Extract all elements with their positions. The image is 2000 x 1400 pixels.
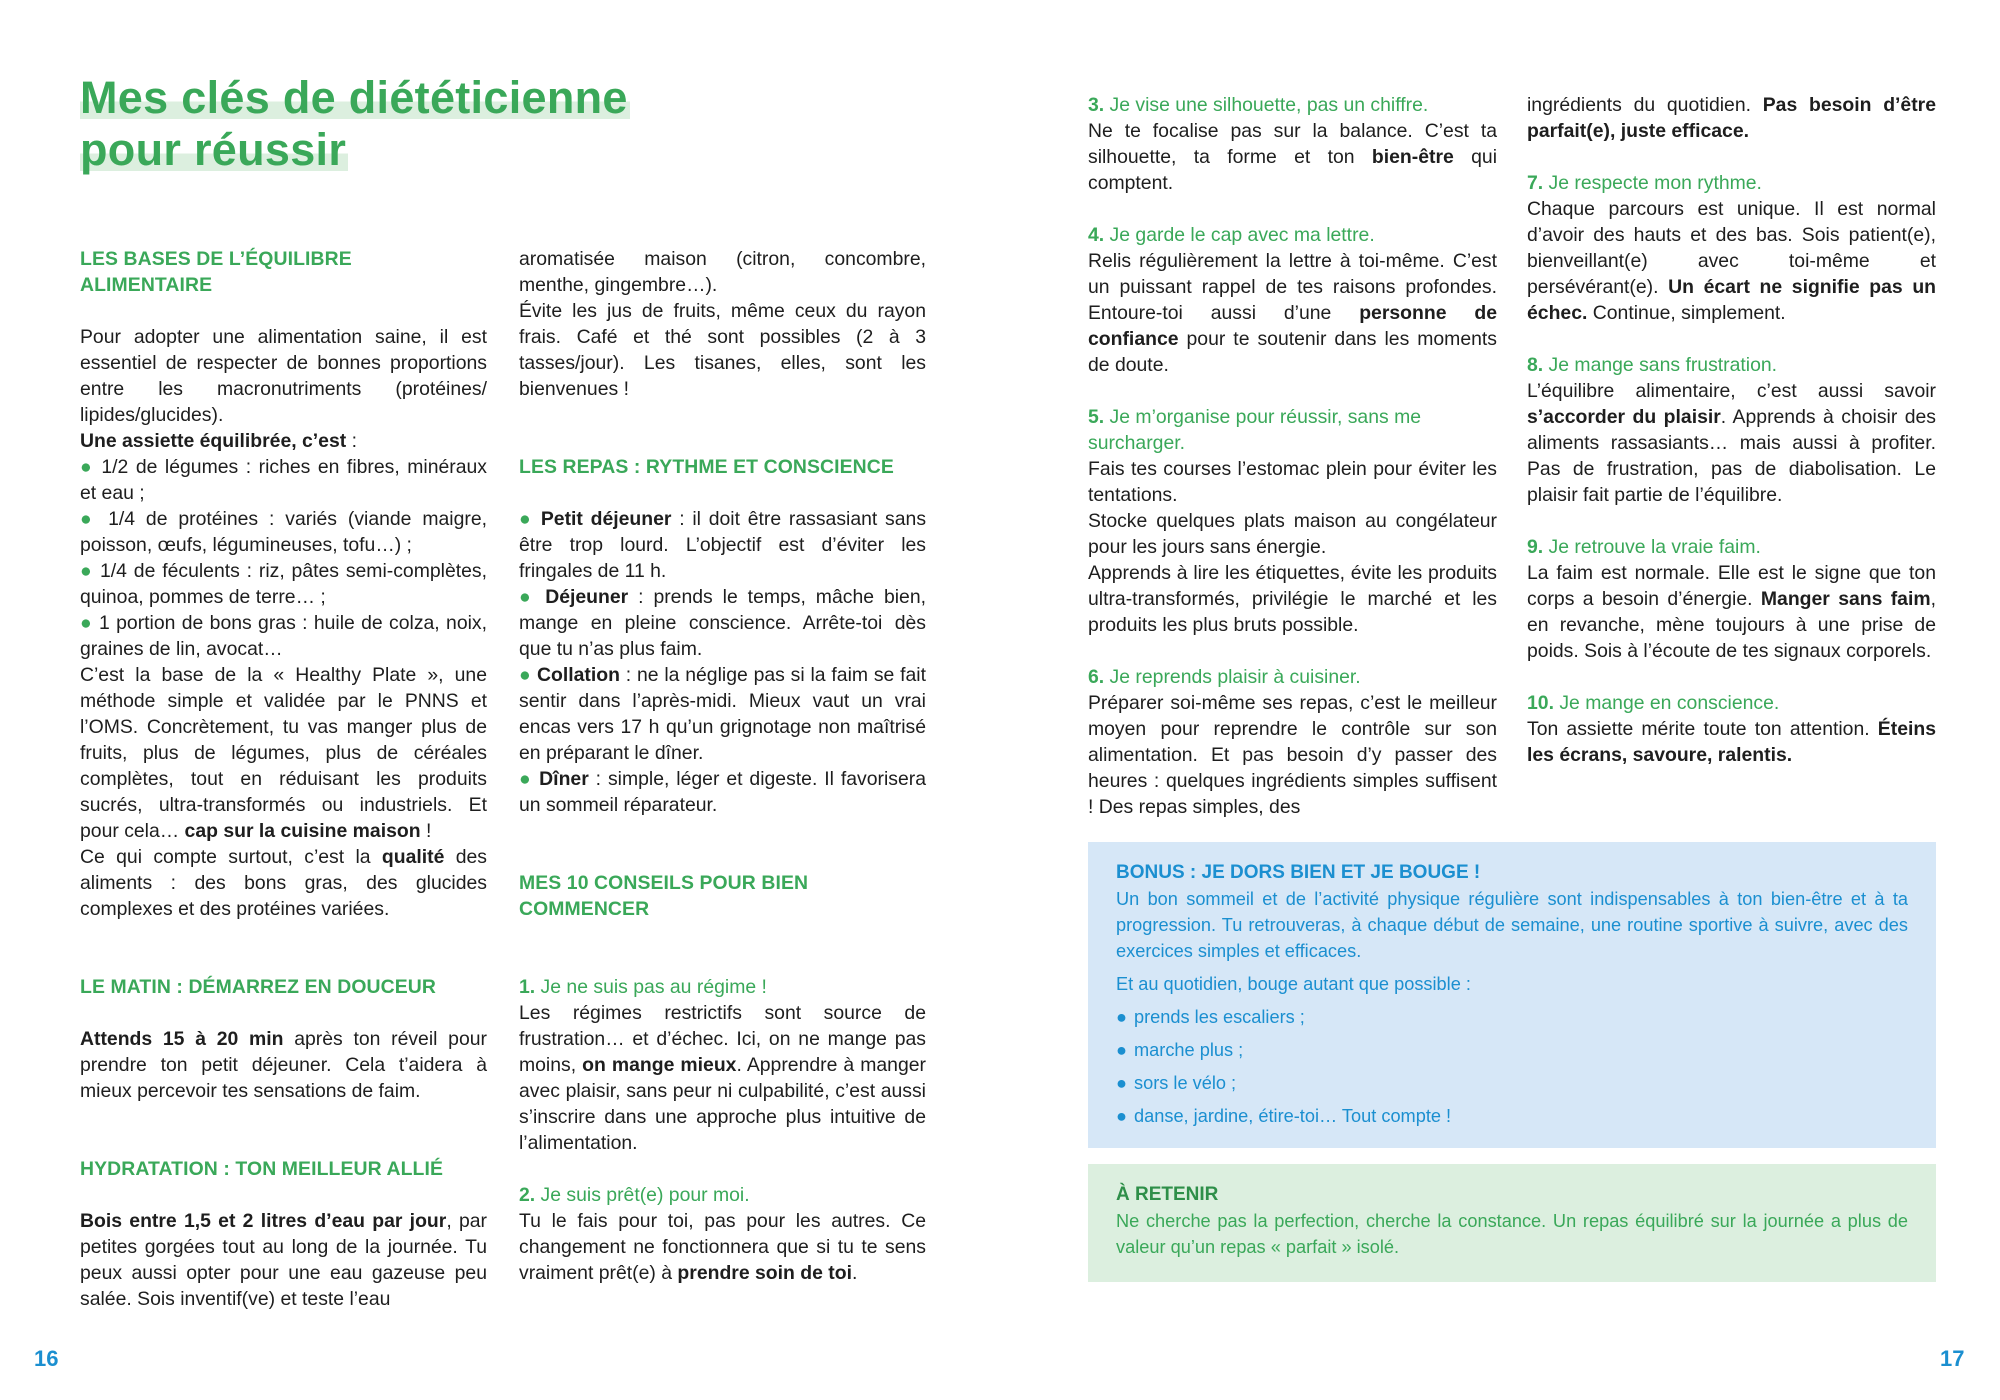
tip-title-2: 2. Je suis prêt(e) pour moi.: [519, 1184, 750, 1206]
tip-text-6: Préparer soi-même ses repas, c’est le meilleur moyen pour reprendre le contrôle sur son alimentation. Et pas besoin d’y passer des heures : quelques ingrédients simples suffisent ! Des repas simples, des: [1088, 692, 1497, 818]
tip-text-8: L’équilibre alimentaire, c’est aussi savoir s’accorder du plaisir. Apprends à choisir des aliments rassasiants… mais aussi à profiter. Pas de frustration, pas de diabolisation. Le plaisir fait partie de l’équilibre.: [1527, 380, 1936, 506]
list-item: ● prends les escaliers ;: [1116, 1007, 1305, 1027]
jus-paragraph: Évite les jus de fruits, même ceux du rayon frais. Café et thé sont possibles (2 à 3 tasses/jour). Les tisanes, elles, sont les bienvenues !: [519, 300, 926, 400]
bonus-list: [1116, 1004, 1908, 1129]
section-heading-matin: LE MATIN : DÉMARREZ EN DOUCEUR: [80, 976, 436, 998]
list-item: ● Dîner : simple, léger et digeste. Il favorisera un sommeil réparateur.: [519, 768, 926, 816]
tip-text-4: Relis régulièrement la lettre à toi-même. C’est un puissant rappel de tes raisons profondes. Entoure-toi aussi d’une personne de confiance pour te soutenir dans les moments de doute.: [1088, 250, 1497, 376]
retenir-text: Ne cherche pas la perfection, cherche la constance. Un repas équilibré sur la journée a plus de valeur qu’un repas « parfait » isolé.: [1116, 1211, 1908, 1257]
retenir-box: [1088, 1164, 1936, 1282]
list-item: ● 1/4 de féculents : riz, pâtes semi-complètes, quinoa, pommes de terre… ;: [80, 560, 487, 608]
tip-text-10: Ton assiette mérite toute ton attention. Éteins les écrans, savoure, ralentis.: [1527, 718, 1936, 766]
column-1: [80, 246, 487, 1312]
bonus-title: BONUS : JE DORS BIEN ET JE BOUGE !: [1116, 862, 1481, 883]
list-item: ● Petit déjeuner : il doit être rassasiant sans être trop lourd. L’objectif est d’éviter les fringales de 11 h.: [519, 508, 927, 582]
bonus-intro: Et au quotidien, bouge autant que possible :: [1116, 974, 1471, 994]
bonus-paragraph: Un bon sommeil et de l’activité physique régulière sont indispensables à ton bien-être et à ta progression. Tu retrouveras, à chaque début de semaine, une routine sportive à suivre, avec des exercices simples et efficaces.: [1116, 889, 1908, 961]
list-item: ● Déjeuner : prends le temps, mâche bien, mange en pleine conscience. Arrête-toi dès que tu n’as plus faim.: [519, 586, 926, 660]
tip-text-5b: Stocke quelques plats maison au congélateur pour les jours sans énergie.: [1088, 510, 1497, 558]
tip-text-6-continued: ingrédients du quotidien. Pas besoin d’être parfait(e), juste efficace.: [1527, 94, 1936, 142]
tip-text-1: Les régimes restrictifs sont source de frustration… et d’échec. Ici, on ne mange pas moins, on mange mieux. Apprendre à manger avec plaisir, sans peur ni culpabilité, c’est aussi s’inscrire dans une approche plus intuitive de l’alimentation.: [519, 1002, 926, 1154]
tip-title-7: 7. Je respecte mon rythme.: [1527, 172, 1762, 194]
tip-text-3: Ne te focalise pas sur la balance. C’est ta silhouette, ta forme et ton bien-être qui comptent.: [1088, 120, 1498, 194]
page-title: [80, 72, 630, 176]
tip-title-10: 10. Je mange en conscience.: [1527, 692, 1780, 714]
list-item: ● danse, jardine, étire-toi… Tout compte !: [1116, 1106, 1452, 1126]
tip-text-7: Chaque parcours est unique. Il est normal d’avoir des hauts et des bas. Sois patient(e), bienveillant(e) avec toi-même et persévérant(e). Un écart ne signifie pas un échec. Continue, simplement.: [1527, 198, 1937, 324]
list-item: ● sors le vélo ;: [1116, 1073, 1237, 1093]
healthy-plate-paragraph: C’est la base de la « Healthy Plate », une méthode simple et validée par le PNNS et l’OMS. Concrètement, tu vas manger plus de fruits, plus de légumes, plus de céréales complètes, tout en réduisant les produits sucrés, ultra-transformés ou industriels. Et pour cela… cap sur la cuisine maison !: [80, 664, 487, 842]
matin-paragraph: Attends 15 à 20 min après ton réveil pour prendre ton petit déjeuner. Cela t’aidera à mieux percevoir tes sensations de faim.: [80, 1028, 487, 1102]
tip-text-2: Tu le fais pour toi, pas pour les autres. Ce changement ne fonctionnera que si tu te sens vraiment prêt(e) à prendre soin de toi.: [519, 1210, 926, 1284]
page-number-right: 17: [1940, 1346, 1965, 1371]
list-item: ● 1 portion de bons gras : huile de colza, noix, graines de lin, avocat…: [80, 612, 487, 660]
tip-title-5: 5. Je m’organise pour réussir, sans me surcharger.: [1088, 406, 1422, 454]
qualite-paragraph: Ce qui compte surtout, c’est la qualité des aliments : des bons gras, des glucides complexes et des protéines variées.: [80, 846, 487, 920]
hydratation-paragraph: Bois entre 1,5 et 2 litres d’eau par jour, par petites gorgées tout au long de la journée. Tu peux aussi opter pour une eau gazeuse peu salée. Sois inventif(ve) et teste l’eau: [80, 1210, 487, 1310]
column-3: [1088, 92, 1497, 820]
tip-text-9: La faim est normale. Elle est le signe que ton corps a besoin d’énergie. Manger sans faim, en revanche, mène toujours à une prise de poids. Sois à l’écoute de tes signaux corporels.: [1527, 562, 1936, 662]
title-line-2: pour réussir: [80, 124, 347, 175]
tip-text-5c: Apprends à lire les étiquettes, évite les produits ultra-transformés, privilégie le marché et les produits les plus bruts possible.: [1088, 562, 1497, 636]
tip-title-4: 4. Je garde le cap avec ma lettre.: [1088, 224, 1375, 246]
tip-title-6: 6. Je reprends plaisir à cuisiner.: [1088, 666, 1361, 688]
list-item: ● 1/2 de légumes : riches en fibres, minéraux et eau ;: [80, 456, 487, 504]
section-heading-hydratation: HYDRATATION : TON MEILLEUR ALLIÉ: [80, 1158, 443, 1180]
list-item: ● marche plus ;: [1116, 1040, 1244, 1060]
list-item: ● 1/4 de protéines : variés (viande maigre, poisson, œufs, légumineuses, tofu…) ;: [80, 508, 487, 556]
tip-text-5a: Fais tes courses l’estomac plein pour éviter les tentations.: [1088, 458, 1497, 506]
bonus-box: [1088, 842, 1936, 1148]
tip-title-1: 1. Je ne suis pas au régime !: [519, 976, 767, 998]
tip-title-3: 3. Je vise une silhouette, pas un chiffre.: [1088, 94, 1429, 116]
assiette-intro: Une assiette équilibrée, c’est :: [80, 430, 357, 452]
title-line-1: Mes clés de diététicienne: [80, 72, 628, 123]
section-heading-repas: LES REPAS : RYTHME ET CONSCIENCE: [519, 456, 894, 478]
tip-title-9: 9. Je retrouve la vraie faim.: [1527, 536, 1761, 558]
section-heading-conseils: MES 10 CONSEILS POUR BIEN COMMENCER: [519, 872, 809, 920]
list-item: ● Collation : ne la néglige pas si la faim se fait sentir dans l’après-midi. Mieux vaut un vrai encas vers 17 h qu’un grignotage non maîtrisé en préparant le dîner.: [519, 664, 927, 764]
aromatisee-paragraph: aromatisée maison (citron, concombre, menthe, gingembre…).: [519, 248, 926, 296]
page-number-left: 16: [34, 1346, 59, 1371]
section-heading-bases: LES BASES DE L’ÉQUILIBRE ALIMENTAIRE: [80, 248, 352, 296]
retenir-title: À RETENIR: [1116, 1184, 1219, 1205]
column-4: [1527, 92, 1936, 768]
bases-paragraph: Pour adopter une alimentation saine, il est essentiel de respecter de bonnes proportions entre les macronutriments (protéines/ lipides/glucides).: [80, 326, 487, 426]
column-2: [519, 246, 926, 1286]
tip-title-8: 8. Je mange sans frustration.: [1527, 354, 1778, 376]
